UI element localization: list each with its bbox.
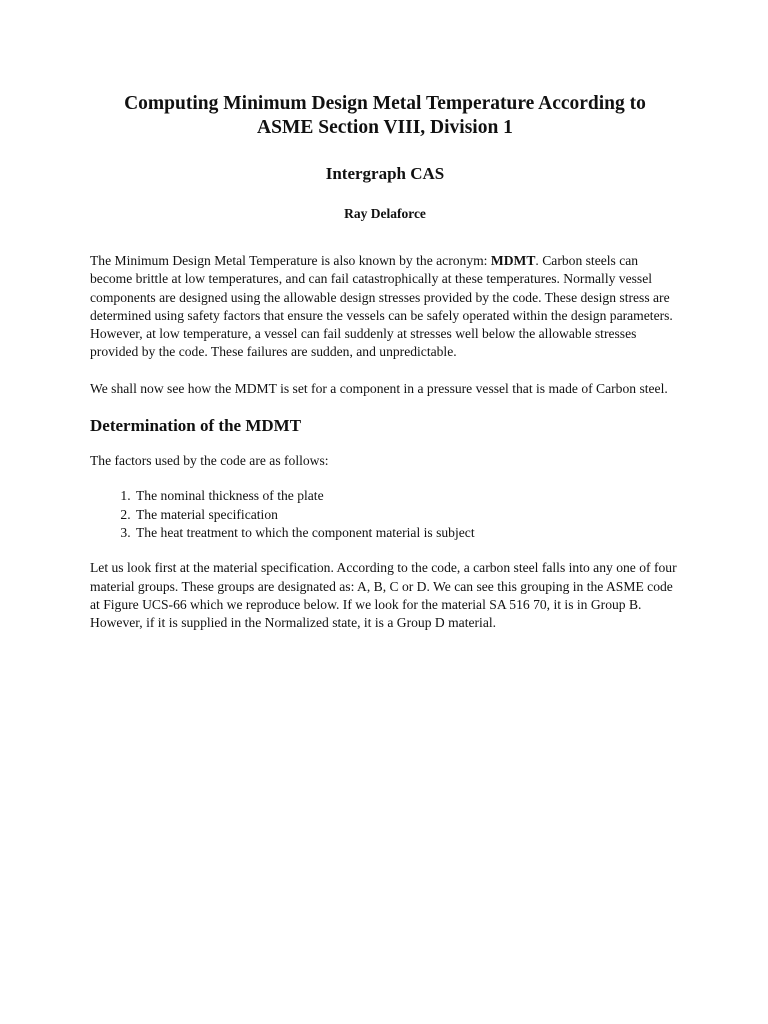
factors-intro-paragraph: The factors used by the code are as follows:: [90, 453, 329, 469]
material-groups-paragraph: Let us look first at the material specification. According to the code, a carbon steel falls into any one of four material groups. These groups are designated as: A, B, C or D. We can see this grouping in the ASME code at Figure UCS-66 which we reproduce below. If we look for the material SA 516 70, it is in Group B. However, if it is supplied in the Normalized state, it is a Group D material.: [90, 560, 677, 631]
carbon-steel-paragraph: We shall now see how the MDMT is set for a component in a pressure vessel that is made of Carbon steel.: [90, 380, 668, 396]
intro-paragraph: [90, 252, 680, 362]
document-title: [90, 92, 680, 140]
author-name: Ray Delaforce: [344, 206, 426, 221]
organization-name: Intergraph CAS: [325, 164, 445, 183]
list-item: 1. The nominal thickness of the plate: [134, 487, 680, 505]
intro-rest-text: . Carbon steels can become brittle at low temperatures, and can fail catastrophically at these temperatures. Normally vessel components are designed using the allowable design stresses provided by the code. These design stress are determined using safety factors that ensure the vessels can be safely operated within the design parameters. However, at low temperature, a vessel can fail suddenly at stresses well below the allowable stresses provided by the code. These failures are sudden, and unpredictable.: [90, 253, 673, 360]
section-heading-mdmt: Determination of the MDMT: [90, 416, 302, 436]
document-page: [90, 92, 680, 632]
title-line-1: Computing Minimum Design Metal Temperature According to: [124, 93, 646, 114]
intro-lead-text: The Minimum Design Metal Temperature is also known by the acronym:: [90, 253, 491, 268]
intro-acronym: MDMT: [490, 253, 536, 268]
factors-list: [90, 487, 680, 542]
list-item: 3. The heat treatment to which the component material is subject: [134, 524, 680, 542]
list-item: 2. The material specification: [134, 506, 680, 524]
title-line-2: ASME Section VIII, Division 1: [257, 117, 513, 138]
